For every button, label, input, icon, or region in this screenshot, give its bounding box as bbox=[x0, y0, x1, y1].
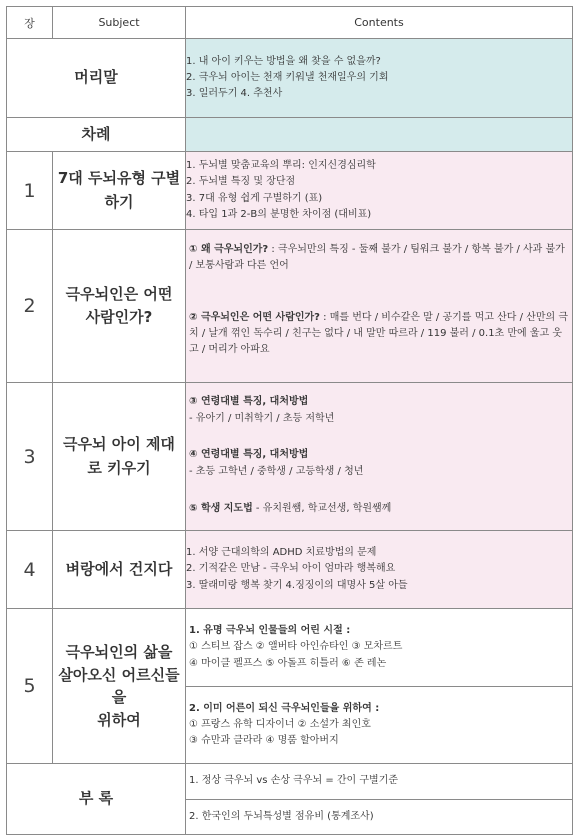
header-contents: Contents bbox=[186, 7, 573, 39]
block-text: ① 스티브 잡스 ② 앨버타 아인슈타인 ③ 모차르트 bbox=[189, 641, 403, 653]
chapter-2-subject: 극우뇌인은 어떤 사람인가? bbox=[53, 230, 186, 383]
block-text: ① 프랑스 유학 디자이너 ② 소설가 최인호 bbox=[189, 718, 371, 730]
appendix-block-1 bbox=[186, 764, 572, 799]
chapter-number: 5 bbox=[7, 609, 53, 764]
appendix-line: 1. 정상 극우뇌 vs 손상 극우뇌 = 간이 구별기준 bbox=[189, 775, 399, 787]
block-text: ③ 슈만과 클라라 ④ 명품 할아버지 bbox=[189, 735, 339, 747]
appendix-line: 2. 한국인의 두뇌특성별 점유비 (통계조사) bbox=[189, 810, 374, 822]
block-text: ④ 마이클 펠프스 ⑤ 아돌프 히틀러 ⑥ 존 레논 bbox=[189, 657, 387, 669]
appendix-subject: 부 록 bbox=[7, 764, 186, 835]
block-title: 1. 유명 극우뇌 인물들의 어린 시절 : bbox=[189, 625, 351, 637]
block-title: ② 극우뇌인은 어떤 사람인가? bbox=[189, 311, 320, 323]
block-title: ③ 연령대별 특징, 대처방법 bbox=[189, 396, 309, 408]
chapter-5-contents bbox=[186, 609, 573, 764]
block-title: 2. 이미 어른이 되신 극우뇌인들을 위하여 : bbox=[189, 702, 380, 714]
chapter-1-line: 2. 두뇌별 특징 및 장단점 bbox=[186, 176, 296, 188]
row-chapter-4 bbox=[7, 531, 573, 609]
chapter-1-line: 4. 타입 1과 2-B의 분명한 차이점 (대비표) bbox=[186, 208, 372, 220]
intro-subject: 머리말 bbox=[7, 39, 186, 118]
chapter-2-block-1 bbox=[186, 230, 572, 286]
row-chapter-3 bbox=[7, 383, 573, 531]
chapter-number: 4 bbox=[7, 531, 53, 609]
chapter-4-subject: 벼랑에서 건지다 bbox=[53, 531, 186, 609]
row-toc bbox=[7, 118, 573, 152]
header-subject: Subject bbox=[53, 7, 186, 39]
block-text: : 극우뇌만의 특징 - 둘째 불가 / 팀워크 불가 / 항복 불가 / 사과 불가 / 보통사람과 다른 언어 bbox=[189, 243, 565, 271]
intro-line: 3. 일러두기 4. 추천사 bbox=[186, 88, 283, 100]
toc-subject: 차례 bbox=[7, 118, 186, 152]
chapter-3-subject: 극우뇌 아이 제대 로 키우기 bbox=[53, 383, 186, 531]
chapter-4-contents bbox=[186, 531, 573, 609]
chapter-5-block-2 bbox=[186, 686, 572, 763]
chapter-3-block-3 bbox=[186, 490, 572, 530]
chapter-3-block-1 bbox=[186, 384, 572, 438]
row-chapter-2 bbox=[7, 230, 573, 383]
row-appendix bbox=[7, 764, 573, 835]
chapter-1-line: 3. 7대 유형 쉽게 구별하기 (표) bbox=[186, 192, 323, 204]
toc-contents bbox=[186, 118, 573, 152]
chapter-number: 3 bbox=[7, 383, 53, 531]
table-of-contents bbox=[6, 6, 573, 835]
chapter-5-subject: 극우뇌인의 삶을 살아오신 어르신들 을 위하여 bbox=[53, 609, 186, 764]
intro-line: 1. 내 아이 키우는 방법을 왜 찾을 수 없을까? bbox=[186, 55, 381, 67]
chapter-3-contents bbox=[186, 383, 573, 531]
chapter-1-subject: 7대 두뇌유형 구별 하기 bbox=[53, 152, 186, 230]
row-chapter-1 bbox=[7, 152, 573, 230]
block-title: ⑤ 학생 지도법 bbox=[189, 503, 253, 515]
block-text: : 매를 번다 / 비수같은 말 / 공기를 먹고 산다 / 산만의 극치 / 날개 꺾인 독수리 / 친구는 없다 / 내 말만 따르라 / 119 불러 / 0.1초 만에 울고 웃고 / 머리가 아파요 bbox=[189, 311, 568, 356]
chapter-number: 2 bbox=[7, 230, 53, 383]
chapter-4-line: 1. 서양 근대의학의 ADHD 치료방법의 문제 bbox=[186, 547, 377, 559]
header-chapter: 장 bbox=[7, 7, 53, 39]
chapter-2-contents bbox=[186, 230, 573, 383]
row-intro bbox=[7, 39, 573, 118]
chapter-number: 1 bbox=[7, 152, 53, 230]
chapter-3-block-2 bbox=[186, 438, 572, 490]
block-text: - 유아기 / 미취학기 / 초등 저학년 bbox=[189, 412, 335, 424]
block-text: - 초등 고학년 / 중학생 / 고등학생 / 청년 bbox=[189, 465, 364, 477]
appendix-contents bbox=[186, 764, 573, 835]
appendix-block-2 bbox=[186, 799, 572, 834]
chapter-1-line: 1. 두뇌별 맞춤교육의 뿌리: 인지신경심리학 bbox=[186, 160, 376, 172]
block-text: - 유치원쌤, 학교선생, 학원쌤께 bbox=[252, 503, 392, 515]
chapter-4-line: 2. 기적같은 만남 - 극우뇌 아이 엄마라 행복해요 bbox=[186, 563, 396, 575]
block-title: ① 왜 극우뇌인가? bbox=[189, 243, 269, 255]
row-chapter-5 bbox=[7, 609, 573, 764]
chapter-5-block-1 bbox=[186, 609, 572, 686]
intro-line: 2. 극우뇌 아이는 천재 키워낼 천재일우의 기회 bbox=[186, 71, 389, 83]
intro-contents bbox=[186, 39, 573, 118]
chapter-1-contents bbox=[186, 152, 573, 230]
chapter-4-line: 3. 딸래미랑 행복 찾기 4.징징이의 대명사 5살 아들 bbox=[186, 579, 408, 591]
header-row bbox=[7, 7, 573, 39]
block-title: ④ 연령대별 특징, 대처방법 bbox=[189, 449, 309, 461]
chapter-2-block-2 bbox=[186, 286, 572, 382]
